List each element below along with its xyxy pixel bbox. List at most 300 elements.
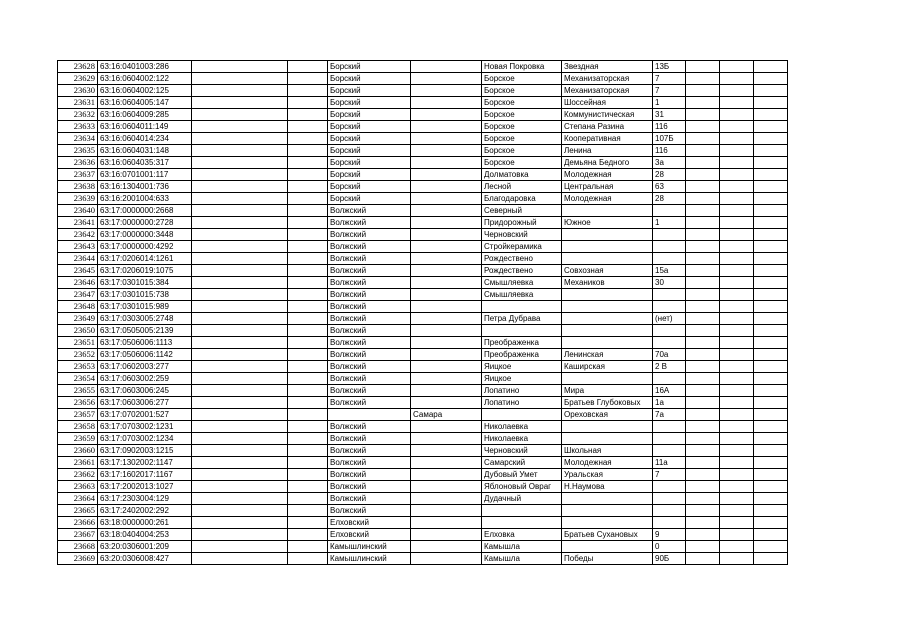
table-cell: [720, 421, 754, 433]
table-cell: Степана Разина: [562, 121, 653, 133]
table-cell: Борский: [328, 133, 411, 145]
table-cell: [192, 313, 288, 325]
table-cell: Борское: [482, 133, 562, 145]
table-cell: 3а: [653, 157, 686, 169]
table-cell: Механиков: [562, 277, 653, 289]
table-cell: [411, 109, 482, 121]
table-cell: [288, 325, 328, 337]
table-cell: [562, 289, 653, 301]
table-cell: 1: [653, 97, 686, 109]
table-cell: 63:16:0604002:122: [98, 73, 192, 85]
table-cell: 63:17:0303005:2748: [98, 313, 192, 325]
table-cell: [562, 373, 653, 385]
table-row: [58, 169, 788, 181]
table-cell: [482, 325, 562, 337]
table-cell: [754, 157, 788, 169]
table-row: [58, 385, 788, 397]
table-cell: [288, 85, 328, 97]
table-cell: 63:17:0000000:4292: [98, 241, 192, 253]
table-cell: [754, 529, 788, 541]
table-cell: Лесной: [482, 181, 562, 193]
table-cell: [562, 301, 653, 313]
table-cell: [288, 121, 328, 133]
table-cell: 23647: [58, 289, 98, 301]
table-cell: [720, 301, 754, 313]
table-cell: [754, 229, 788, 241]
table-cell: [754, 193, 788, 205]
table-cell: [288, 385, 328, 397]
table-cell: [411, 289, 482, 301]
table-cell: 15а: [653, 265, 686, 277]
table-cell: [192, 181, 288, 193]
table-cell: [192, 445, 288, 457]
table-cell: 23653: [58, 361, 98, 373]
table-cell: [562, 337, 653, 349]
table-cell: 23662: [58, 469, 98, 481]
table-cell: [192, 421, 288, 433]
table-cell: Шоссейная: [562, 97, 653, 109]
table-cell: [720, 229, 754, 241]
table-cell: 23666: [58, 517, 98, 529]
table-cell: [192, 373, 288, 385]
table-cell: [192, 481, 288, 493]
table-cell: [686, 169, 720, 181]
table-cell: [720, 493, 754, 505]
table-cell: [686, 217, 720, 229]
table-cell: [288, 541, 328, 553]
table-cell: [686, 493, 720, 505]
table-cell: [720, 241, 754, 253]
table-cell: 107Б: [653, 133, 686, 145]
table-cell: [192, 337, 288, 349]
table-cell: Яблоновый Овраг: [482, 481, 562, 493]
table-cell: Волжский: [328, 277, 411, 289]
table-cell: [192, 553, 288, 565]
table-cell: [562, 541, 653, 553]
table-cell: [754, 517, 788, 529]
table-cell: Волжский: [328, 205, 411, 217]
table-cell: [720, 325, 754, 337]
table-cell: 23645: [58, 265, 98, 277]
table-cell: 0: [653, 541, 686, 553]
table-cell: Камышла: [482, 553, 562, 565]
table-cell: 63:17:0703002:1234: [98, 433, 192, 445]
table-cell: [482, 301, 562, 313]
table-cell: 23636: [58, 157, 98, 169]
table-cell: [720, 553, 754, 565]
table-cell: Школьная: [562, 445, 653, 457]
table-cell: [653, 433, 686, 445]
data-table: [57, 60, 788, 565]
table-cell: [411, 133, 482, 145]
table-cell: 28: [653, 169, 686, 181]
table-cell: [288, 301, 328, 313]
table-cell: [653, 421, 686, 433]
table-cell: [192, 217, 288, 229]
table-cell: [720, 529, 754, 541]
table-cell: [482, 409, 562, 421]
table-cell: [411, 157, 482, 169]
table-cell: Волжский: [328, 397, 411, 409]
table-cell: [411, 421, 482, 433]
table-cell: [192, 301, 288, 313]
table-cell: Преображенка: [482, 349, 562, 361]
table-cell: 9: [653, 529, 686, 541]
table-row: [58, 493, 788, 505]
table-cell: [288, 349, 328, 361]
table-cell: Волжский: [328, 229, 411, 241]
table-row: [58, 277, 788, 289]
table-cell: [192, 349, 288, 361]
table-cell: Волжский: [328, 505, 411, 517]
table-cell: [686, 325, 720, 337]
table-cell: 63:16:0604035:317: [98, 157, 192, 169]
table-cell: [411, 349, 482, 361]
table-cell: Камышла: [482, 541, 562, 553]
table-cell: Стройкерамика: [482, 241, 562, 253]
table-cell: 63:17:0603002:259: [98, 373, 192, 385]
table-cell: [192, 541, 288, 553]
table-cell: [686, 421, 720, 433]
table-cell: [288, 73, 328, 85]
table-cell: [720, 61, 754, 73]
table-cell: Борский: [328, 61, 411, 73]
table-cell: [754, 145, 788, 157]
table-cell: [686, 469, 720, 481]
table-cell: Волжский: [328, 265, 411, 277]
table-cell: [288, 421, 328, 433]
table-cell: [653, 241, 686, 253]
table-cell: [754, 541, 788, 553]
table-cell: [192, 409, 288, 421]
table-cell: [411, 73, 482, 85]
table-cell: [288, 133, 328, 145]
table-cell: [411, 313, 482, 325]
table-cell: 23649: [58, 313, 98, 325]
table-cell: 23663: [58, 481, 98, 493]
table-cell: [288, 457, 328, 469]
table-cell: [411, 529, 482, 541]
table-cell: [192, 229, 288, 241]
table-cell: [686, 85, 720, 97]
table-cell: [686, 373, 720, 385]
table-cell: 63:17:0000000:2668: [98, 205, 192, 217]
table-cell: [192, 61, 288, 73]
table-cell: Каширская: [562, 361, 653, 373]
table-cell: [411, 469, 482, 481]
table-cell: [686, 61, 720, 73]
table-cell: 70а: [653, 349, 686, 361]
table-cell: [192, 97, 288, 109]
table-cell: [192, 457, 288, 469]
table-cell: [288, 241, 328, 253]
table-cell: [288, 397, 328, 409]
table-cell: 63:17:0506006:1142: [98, 349, 192, 361]
table-cell: [562, 241, 653, 253]
table-cell: 116: [653, 145, 686, 157]
table-cell: [328, 409, 411, 421]
table-cell: [411, 385, 482, 397]
table-cell: 63:18:0000000:261: [98, 517, 192, 529]
table-cell: Волжский: [328, 289, 411, 301]
table-cell: Камышлинский: [328, 553, 411, 565]
table-cell: 116: [653, 121, 686, 133]
table-cell: 23641: [58, 217, 98, 229]
table-cell: [288, 61, 328, 73]
table-row: [58, 133, 788, 145]
table-cell: [754, 409, 788, 421]
table-cell: [411, 205, 482, 217]
table-cell: [754, 457, 788, 469]
table-row: [58, 337, 788, 349]
table-cell: Ореховская: [562, 409, 653, 421]
table-cell: Самарский: [482, 457, 562, 469]
table-row: [58, 85, 788, 97]
table-cell: 63:16:0604002:125: [98, 85, 192, 97]
table-cell: [411, 253, 482, 265]
table-cell: Елховский: [328, 529, 411, 541]
table-cell: [288, 205, 328, 217]
table-cell: [411, 181, 482, 193]
table-cell: Коммунистическая: [562, 109, 653, 121]
table-row: [58, 421, 788, 433]
table-cell: [754, 337, 788, 349]
table-cell: Борский: [328, 193, 411, 205]
table-cell: 28: [653, 193, 686, 205]
table-cell: [411, 397, 482, 409]
table-cell: 1а: [653, 397, 686, 409]
table-cell: [720, 541, 754, 553]
table-cell: [686, 241, 720, 253]
table-cell: 63:17:0301015:989: [98, 301, 192, 313]
table-cell: 23630: [58, 85, 98, 97]
table-row: [58, 61, 788, 73]
table-cell: [686, 121, 720, 133]
table-cell: 63:17:0000000:2728: [98, 217, 192, 229]
table-cell: [192, 505, 288, 517]
table-cell: [288, 481, 328, 493]
table-cell: [288, 253, 328, 265]
table-cell: 7: [653, 469, 686, 481]
table-cell: [411, 493, 482, 505]
table-cell: [686, 529, 720, 541]
table-cell: [192, 517, 288, 529]
table-cell: 63:17:0902003:1215: [98, 445, 192, 457]
table-cell: Борский: [328, 145, 411, 157]
table-cell: [411, 85, 482, 97]
table-cell: 23629: [58, 73, 98, 85]
table-cell: 63:20:0306001:209: [98, 541, 192, 553]
table-cell: [192, 253, 288, 265]
table-cell: Ленина: [562, 145, 653, 157]
table-cell: 30: [653, 277, 686, 289]
table-cell: 23652: [58, 349, 98, 361]
table-cell: Молодежная: [562, 457, 653, 469]
table-cell: Механизаторская: [562, 73, 653, 85]
table-cell: [720, 505, 754, 517]
table-cell: Волжский: [328, 493, 411, 505]
table-cell: Волжский: [328, 469, 411, 481]
table-row: [58, 505, 788, 517]
table-cell: [686, 157, 720, 169]
table-cell: [754, 421, 788, 433]
table-cell: [288, 145, 328, 157]
table-row: [58, 253, 788, 265]
table-cell: 23668: [58, 541, 98, 553]
table-cell: Волжский: [328, 313, 411, 325]
table-cell: [411, 241, 482, 253]
table-cell: [720, 205, 754, 217]
table-cell: [720, 337, 754, 349]
table-cell: 63:17:1602017:1167: [98, 469, 192, 481]
table-cell: [754, 277, 788, 289]
table-row: [58, 121, 788, 133]
table-cell: [754, 289, 788, 301]
table-cell: 63:17:0000000:3448: [98, 229, 192, 241]
table-cell: Волжский: [328, 325, 411, 337]
table-cell: 63:17:0206019:1075: [98, 265, 192, 277]
table-cell: [288, 265, 328, 277]
table-cell: 23650: [58, 325, 98, 337]
table-cell: Борский: [328, 97, 411, 109]
table-cell: [288, 553, 328, 565]
table-cell: [288, 217, 328, 229]
table-cell: [411, 553, 482, 565]
table-cell: [562, 493, 653, 505]
table-cell: [686, 541, 720, 553]
table-row: [58, 97, 788, 109]
table-cell: 23665: [58, 505, 98, 517]
table-cell: Николаевка: [482, 433, 562, 445]
table-cell: [653, 517, 686, 529]
table-cell: [192, 529, 288, 541]
table-cell: Волжский: [328, 349, 411, 361]
table-cell: [288, 97, 328, 109]
table-cell: Борское: [482, 85, 562, 97]
table-cell: Волжский: [328, 301, 411, 313]
table-row: [58, 301, 788, 313]
table-cell: [720, 517, 754, 529]
table-cell: 63:17:0703002:1231: [98, 421, 192, 433]
table-row: [58, 325, 788, 337]
table-cell: [720, 469, 754, 481]
table-cell: [754, 253, 788, 265]
table-row: [58, 433, 788, 445]
table-cell: [562, 325, 653, 337]
table-cell: [720, 397, 754, 409]
table-cell: [720, 265, 754, 277]
table-cell: 7: [653, 73, 686, 85]
table-row: [58, 157, 788, 169]
table-cell: [411, 61, 482, 73]
table-cell: [720, 433, 754, 445]
table-row: [58, 145, 788, 157]
table-cell: [288, 313, 328, 325]
table-cell: [411, 505, 482, 517]
table-cell: Лопатино: [482, 385, 562, 397]
table-cell: Борский: [328, 73, 411, 85]
table-cell: [192, 289, 288, 301]
table-cell: Николаевка: [482, 421, 562, 433]
table-cell: [192, 133, 288, 145]
table-cell: [720, 97, 754, 109]
table-cell: [288, 505, 328, 517]
table-cell: Волжский: [328, 385, 411, 397]
table-cell: Смышляевка: [482, 289, 562, 301]
table-cell: [686, 109, 720, 121]
table-cell: [720, 349, 754, 361]
table-cell: [288, 169, 328, 181]
table-cell: [686, 229, 720, 241]
table-cell: [754, 301, 788, 313]
table-cell: [411, 373, 482, 385]
table-cell: Новая Покровка: [482, 61, 562, 73]
table-cell: 11а: [653, 457, 686, 469]
table-cell: [192, 325, 288, 337]
table-cell: Елховка: [482, 529, 562, 541]
table-row: [58, 181, 788, 193]
table-cell: 23658: [58, 421, 98, 433]
table-cell: [288, 157, 328, 169]
table-cell: [720, 277, 754, 289]
table-cell: Волжский: [328, 481, 411, 493]
table-cell: 23637: [58, 169, 98, 181]
table-cell: [562, 517, 653, 529]
table-cell: [653, 205, 686, 217]
table-row: [58, 265, 788, 277]
table-cell: [754, 133, 788, 145]
table-cell: [562, 205, 653, 217]
table-row: [58, 229, 788, 241]
table-cell: 63:17:2303004:129: [98, 493, 192, 505]
table-cell: 13Б: [653, 61, 686, 73]
table-cell: 63:17:0603006:245: [98, 385, 192, 397]
table-cell: Петра Дубрава: [482, 313, 562, 325]
table-cell: [411, 325, 482, 337]
table-cell: [562, 253, 653, 265]
table-cell: [754, 481, 788, 493]
table-cell: [720, 457, 754, 469]
table-cell: [653, 325, 686, 337]
table-cell: 23657: [58, 409, 98, 421]
table-cell: [562, 505, 653, 517]
table-cell: [192, 157, 288, 169]
table-cell: 23661: [58, 457, 98, 469]
table-cell: [720, 157, 754, 169]
table-cell: 63:16:0604031:148: [98, 145, 192, 157]
table-cell: [192, 109, 288, 121]
table-cell: 63:16:0701001:117: [98, 169, 192, 181]
table-cell: Борское: [482, 157, 562, 169]
table-cell: [288, 289, 328, 301]
table-cell: 63:16:0604014:234: [98, 133, 192, 145]
table-cell: [411, 229, 482, 241]
table-cell: Центральная: [562, 181, 653, 193]
table-cell: Волжский: [328, 421, 411, 433]
table-cell: 23638: [58, 181, 98, 193]
table-cell: [288, 529, 328, 541]
table-cell: [754, 349, 788, 361]
table-cell: Борский: [328, 157, 411, 169]
table-cell: [686, 409, 720, 421]
table-cell: [192, 169, 288, 181]
table-cell: [411, 361, 482, 373]
table-cell: 7а: [653, 409, 686, 421]
table-cell: [653, 505, 686, 517]
table-cell: [192, 121, 288, 133]
table-row: [58, 529, 788, 541]
table-row: [58, 241, 788, 253]
